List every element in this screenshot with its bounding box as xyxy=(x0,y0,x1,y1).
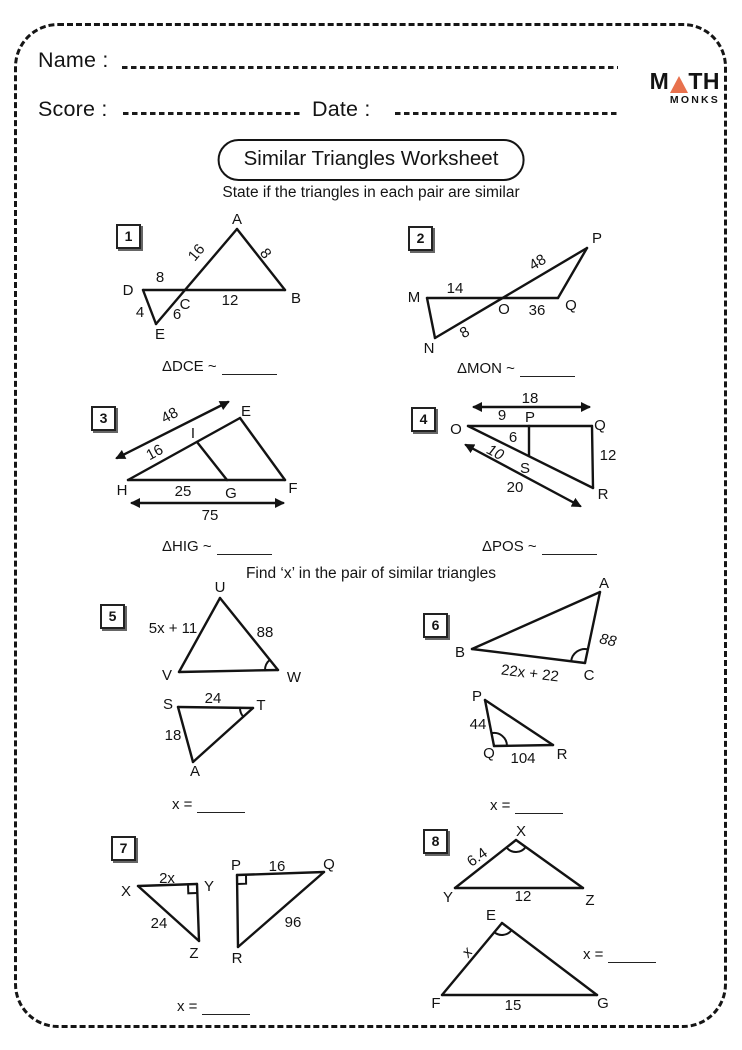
problem-6-answer xyxy=(490,797,563,814)
side-label-hf: 75 xyxy=(201,507,219,524)
date-blank-line xyxy=(395,112,618,115)
vertex-label-p: P xyxy=(524,409,536,426)
side-label-qr: 104 xyxy=(510,750,536,767)
side-label-hg: 25 xyxy=(174,483,192,500)
score-label: Score : xyxy=(38,97,108,121)
side-label-ps: 6 xyxy=(508,429,518,446)
side-label-fg: 15 xyxy=(504,997,522,1014)
vertex-label-o: O xyxy=(450,421,462,438)
problem-8-number: 8 xyxy=(423,829,448,854)
answer-blank xyxy=(217,539,272,555)
answer-label: ΔDCE ~ xyxy=(162,358,217,375)
angle-mark-t xyxy=(240,708,243,717)
instruction-part1: State if the triangles in each pair are similar xyxy=(222,184,520,201)
score-blank-line xyxy=(123,112,303,115)
logo-triangle-icon xyxy=(670,76,688,93)
problem-8-answer xyxy=(583,946,656,963)
answer-blank xyxy=(202,999,250,1015)
side-label-pq: 16 xyxy=(268,858,286,875)
vertex-label-a: A xyxy=(598,575,610,592)
side-label-mo: 14 xyxy=(446,280,464,297)
vertex-label-h: H xyxy=(116,482,128,499)
problem-8-diagram xyxy=(430,825,635,1015)
vertex-label-c: C xyxy=(179,296,191,313)
vertex-label-f: F xyxy=(288,480,298,497)
side-label-de: 4 xyxy=(135,304,145,321)
instruction-part2: Find ‘x’ in the pair of similar triangles xyxy=(245,565,497,582)
vertex-label-p: P xyxy=(230,857,242,874)
vertex-label-m: M xyxy=(407,289,421,306)
vertex-label-e: E xyxy=(154,326,166,343)
problem-1-answer xyxy=(162,358,277,375)
side-label-uv: 5x + 11 xyxy=(148,620,198,637)
vertex-label-v: V xyxy=(161,667,173,684)
vertex-label-c: C xyxy=(583,667,595,684)
vertex-label-q: Q xyxy=(594,417,606,434)
vertex-label-u: U xyxy=(214,579,226,596)
answer-blank xyxy=(520,361,575,377)
side-label-qr: 12 xyxy=(599,447,617,464)
answer-blank xyxy=(608,947,656,963)
side-label-bc: 22x + 22 xyxy=(500,661,560,686)
side-label-xy: 2x xyxy=(159,870,175,887)
logo-text-th: TH xyxy=(688,68,720,94)
side-label-sa: 18 xyxy=(164,727,182,744)
side-label-ca: 88 xyxy=(597,630,618,651)
answer-label: ΔHIG ~ xyxy=(162,538,212,555)
problem-5-answer xyxy=(172,796,245,813)
answer-blank xyxy=(515,798,563,814)
side-label-op: 9 xyxy=(497,407,507,424)
problem-6-number: 6 xyxy=(423,613,448,638)
problem-3-answer xyxy=(162,538,272,555)
answer-blank xyxy=(222,359,277,375)
problem-2-answer xyxy=(457,360,575,377)
math-monks-logo xyxy=(634,70,720,106)
vertex-label-e: E xyxy=(240,403,252,420)
date-label: Date : xyxy=(312,97,371,121)
side-label-os: 10 xyxy=(483,441,507,464)
side-label-dc: 8 xyxy=(155,269,165,286)
vertex-label-x: X xyxy=(120,883,132,900)
problem-4-answer xyxy=(482,538,597,555)
vertex-label-a: A xyxy=(189,763,201,780)
answer-blank xyxy=(197,797,245,813)
vertex-label-z: Z xyxy=(585,892,595,909)
answer-label: ΔMON ~ xyxy=(457,360,515,377)
side-label-xz: 24 xyxy=(150,915,168,932)
vertex-label-b: B xyxy=(290,290,302,307)
vertex-label-x: X xyxy=(515,823,527,840)
problem-1-number: 1 xyxy=(116,224,141,249)
vertex-label-p: P xyxy=(471,688,483,705)
answer-blank xyxy=(542,539,597,555)
angle-mark-w xyxy=(265,660,270,670)
problem-1-diagram xyxy=(100,208,350,348)
vertex-label-z: Z xyxy=(189,945,199,962)
side-label-uw: 88 xyxy=(256,624,274,641)
problem-5-diagram xyxy=(130,580,320,785)
vertex-label-i: I xyxy=(190,425,196,442)
problem-3-number: 3 xyxy=(91,406,116,431)
vertex-label-t: T xyxy=(256,697,266,714)
vertex-label-o: O xyxy=(498,301,510,318)
problem-7-diagram xyxy=(105,855,350,970)
page-title: Similar Triangles Worksheet xyxy=(218,139,525,181)
logo-text-monks: MONKS xyxy=(669,94,720,106)
side-label-yz: 12 xyxy=(514,888,532,905)
side-label-oq: 18 xyxy=(521,390,539,407)
answer-label: x = xyxy=(172,796,193,813)
problem-2-number: 2 xyxy=(408,226,433,251)
vertex-label-g: G xyxy=(597,995,609,1012)
problem-3-diagram xyxy=(95,395,345,527)
name-blank-line xyxy=(122,66,618,69)
problem-4-number: 4 xyxy=(411,407,436,432)
answer-label: ΔPOS ~ xyxy=(482,538,537,555)
vertex-label-r: R xyxy=(597,486,609,503)
vertex-label-q: Q xyxy=(565,297,577,314)
side-label-cb: 12 xyxy=(221,292,239,309)
vertex-label-d: D xyxy=(122,282,134,299)
vertex-label-q: Q xyxy=(483,745,495,762)
side-label-he: 48 xyxy=(158,404,182,427)
angle-mark-x xyxy=(507,847,526,852)
answer-label: x = xyxy=(177,998,198,1015)
side-label-st: 24 xyxy=(204,690,222,707)
vertex-label-e: E xyxy=(485,907,497,924)
vertex-label-y: Y xyxy=(442,889,454,906)
vertex-label-r: R xyxy=(556,746,568,763)
name-label: Name : xyxy=(38,48,109,72)
side-label-op: 48 xyxy=(526,250,550,275)
vertex-label-p: P xyxy=(591,230,603,247)
vertex-label-y: Y xyxy=(203,878,215,895)
side-label-pq: 44 xyxy=(469,716,487,733)
vertex-label-q: Q xyxy=(323,856,335,873)
vertex-label-s: S xyxy=(519,460,531,477)
side-label-qr: 96 xyxy=(284,914,302,931)
problem-5-number: 5 xyxy=(100,604,125,629)
vertex-label-r: R xyxy=(231,950,243,967)
vertex-label-n: N xyxy=(423,340,435,357)
vertex-label-w: W xyxy=(286,669,302,686)
logo-text-m: M xyxy=(649,68,670,94)
vertex-label-g: G xyxy=(225,485,237,502)
problem-2-diagram xyxy=(405,225,640,360)
side-label-ec: 6 xyxy=(172,306,182,323)
side-label-no: 8 xyxy=(456,323,473,343)
vertex-label-f: F xyxy=(431,995,441,1012)
problem-7-answer xyxy=(177,998,250,1015)
side-label-ef: x xyxy=(458,943,477,961)
vertex-label-b: B xyxy=(454,644,466,661)
side-label-oq: 36 xyxy=(528,302,546,319)
vertex-label-a: A xyxy=(231,211,243,228)
problem-7-number: 7 xyxy=(111,836,136,861)
side-label-hi: 16 xyxy=(143,441,167,464)
problem-6-diagram xyxy=(450,575,640,770)
side-label-ab: 8 xyxy=(256,245,275,263)
side-label-or: 20 xyxy=(506,479,524,496)
side-label-ac: 16 xyxy=(184,240,209,265)
vertex-label-s: S xyxy=(162,696,174,713)
answer-label: x = xyxy=(490,797,511,814)
side-label-xy: 6.4 xyxy=(463,844,491,871)
answer-label: x = xyxy=(583,946,604,963)
problem-4-diagram xyxy=(408,392,638,522)
